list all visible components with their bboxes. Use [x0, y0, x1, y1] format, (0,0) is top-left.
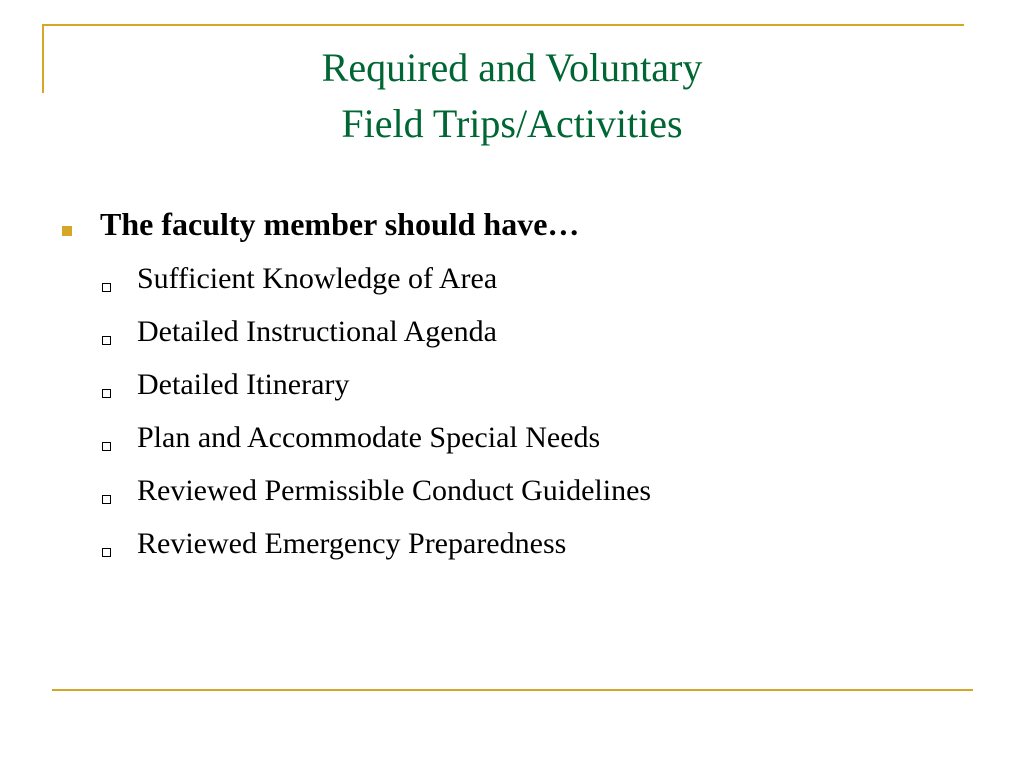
hollow-square-bullet-icon — [102, 389, 111, 398]
hollow-square-bullet-icon — [102, 336, 111, 345]
sub-bullet-text: Reviewed Emergency Preparedness — [137, 527, 567, 560]
hollow-square-bullet-icon — [102, 495, 111, 504]
sub-bullet-item — [62, 468, 962, 521]
sub-bullet-item — [62, 415, 962, 468]
main-bullet — [62, 202, 962, 256]
title-line-2: Field Trips/Activities — [341, 101, 683, 146]
sub-bullet-text: Plan and Accommodate Special Needs — [137, 421, 601, 454]
slide-title — [0, 40, 1024, 152]
hollow-square-bullet-icon — [102, 442, 111, 451]
sub-bullet-text: Detailed Itinerary — [137, 368, 350, 401]
sub-bullet-text: Detailed Instructional Agenda — [137, 315, 497, 348]
title-line-1: Required and Voluntary — [321, 45, 703, 90]
sub-bullet-item — [62, 362, 962, 415]
square-bullet-icon — [62, 226, 72, 236]
sub-bullet-item — [62, 256, 962, 309]
main-bullet-text: The faculty member should have… — [100, 206, 580, 242]
bullet-list — [62, 202, 962, 574]
top-accent-line — [43, 24, 964, 26]
sub-bullet-text: Sufficient Knowledge of Area — [137, 262, 498, 295]
hollow-square-bullet-icon — [102, 283, 111, 292]
bottom-accent-line — [52, 689, 973, 691]
sub-bullet-text: Reviewed Permissible Conduct Guidelines — [137, 474, 652, 507]
hollow-square-bullet-icon — [102, 548, 111, 557]
sub-bullet-item — [62, 521, 962, 574]
sub-bullet-item — [62, 309, 962, 362]
